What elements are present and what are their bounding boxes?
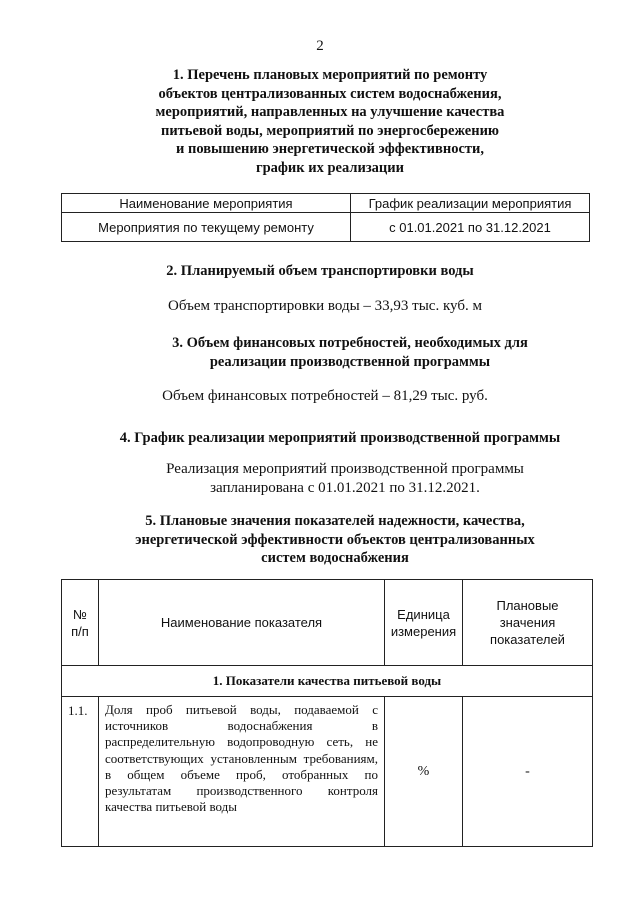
column-header-indicator: Наименование показателя [99, 580, 385, 666]
column-header-unit [385, 580, 463, 666]
section-4-text-line: Реализация мероприятий производственной программы [166, 461, 524, 477]
section-3-title-line: реализации производственной программы [209, 353, 491, 370]
column-header-number [62, 580, 99, 666]
section-5-title-line: систем водоснабжения [261, 550, 409, 566]
section-1-title-line: и повышению энергетической эффективности, [176, 141, 484, 157]
section-1-title-line: график их реализации [255, 159, 404, 176]
section-3-title-line: 3. Объем финансовых потребностей, необходимых для [172, 335, 528, 351]
section-5-title-line: энергетической эффективности объектов централизованных [135, 531, 535, 548]
table-row [62, 697, 593, 847]
column-header-number-line: № [73, 606, 87, 622]
unit-cell: % [385, 697, 463, 847]
schedule-cell: с 01.01.2021 по 31.12.2021 [351, 213, 590, 242]
table-header-row [62, 194, 590, 213]
section-3-title [110, 334, 590, 371]
group-title: 1. Показатели качества питьевой воды [62, 666, 593, 697]
table-row [62, 213, 590, 242]
activity-cell: Мероприятия по текущему ремонту [62, 213, 351, 242]
column-header-unit-line: измерения [390, 623, 457, 639]
section-5-title [100, 512, 570, 568]
activities-schedule-table [61, 193, 590, 242]
column-header-planned-line: Плановые [496, 598, 559, 613]
column-header-schedule: График реализации мероприятия [351, 194, 590, 213]
section-1-title [110, 66, 550, 177]
section-4-title: 4. График реализации мероприятий производственной программы [119, 430, 561, 446]
section-2-text: Объем транспортировки воды – 33,93 тыс. куб. м [168, 298, 482, 314]
column-header-unit-line: Единица [397, 606, 450, 622]
section-4-text-line: запланирована с 01.01.2021 по 31.12.2021. [210, 480, 480, 496]
column-header-number-line: п/п [71, 623, 89, 639]
column-header-planned-line: показателей [490, 632, 565, 647]
row-number: 1.1. [62, 697, 99, 847]
section-3-text: Объем финансовых потребностей – 81,29 тыс. руб. [162, 388, 488, 404]
section-1-title-line: 1. Перечень плановых мероприятий по ремонту [172, 67, 488, 83]
indicators-table [61, 579, 593, 847]
section-1-title-line: питьевой воды, мероприятий по энергосбережению [160, 122, 500, 139]
indicator-name: Доля проб питьевой воды, подаваемой с источников водоснабжения в распределительную водопроводную сеть, не соответствующих установленным требованиям, в общем объеме проб, отобранных по результатам производственного контроля качества питьевой воды [99, 697, 385, 847]
section-1-title-line: объектов централизованных систем водоснабжения, [158, 85, 502, 102]
column-header-planned-line: значения [499, 615, 556, 630]
column-header-planned-values [463, 580, 593, 666]
section-5-title-line: 5. Плановые значения показателей надежности, качества, [145, 513, 525, 529]
group-row [62, 666, 593, 697]
planned-value-cell: - [463, 697, 593, 847]
section-4-text [100, 460, 590, 498]
column-header-activity: Наименование мероприятия [62, 194, 351, 213]
page-number: 2 [316, 38, 324, 54]
section-1-title-line: мероприятий, направленных на улучшение качества [155, 104, 505, 120]
table-header-row [62, 580, 593, 666]
section-2-title: 2. Планируемый объем транспортировки воды [166, 263, 474, 279]
